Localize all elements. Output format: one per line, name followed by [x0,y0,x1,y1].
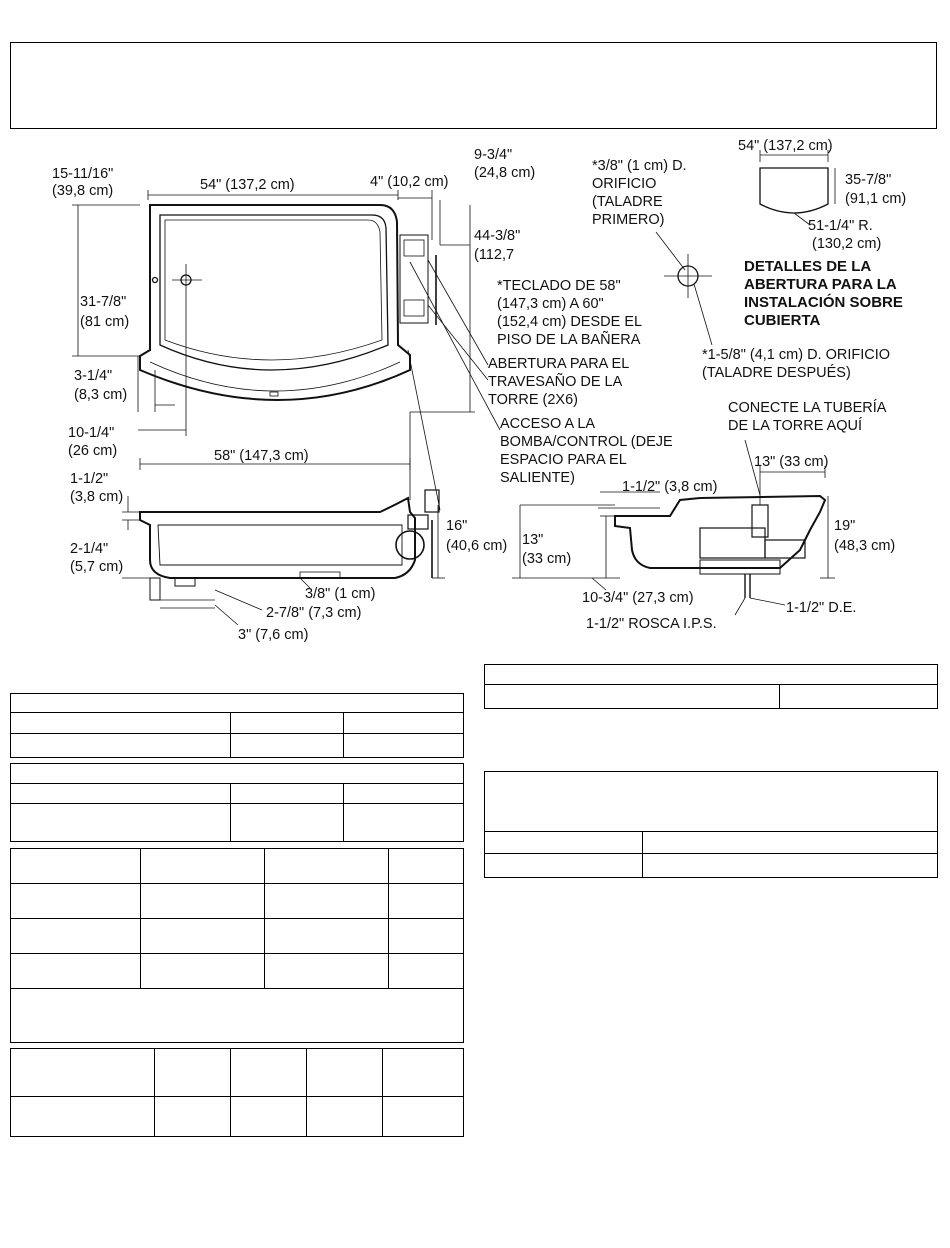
table-cell [265,954,389,989]
spec-table-1 [10,693,464,758]
depth-top-cm-label: (39,8 cm) [52,183,114,199]
table-cell [11,804,231,842]
side-height-right-cm-label: (48,3 cm) [834,538,896,554]
table-cell [389,884,464,919]
table-cell [11,954,141,989]
front-rim-cm-label: (3,8 cm) [70,489,124,505]
table-cell [485,772,938,832]
table-cell [643,854,938,878]
pump-height-label: 10-3/4" (27,3 cm) [582,590,694,606]
table-cell [11,784,231,804]
front-rim-label: 1-1/2" [70,471,109,487]
front-view-tub [140,490,439,600]
table-cell [155,1049,231,1097]
front-height-label: 16" [446,518,468,534]
spec-table-3 [10,848,464,1043]
thread-label: 1-1/2" ROSCA I.P.S. [586,616,717,632]
front-drain-y-label: 3" (7,6 cm) [238,627,309,643]
table-cell [485,685,780,709]
depth-top-label: 15-11/16" [52,166,114,182]
second-hole-line2: (TALADRE DESPUÉS) [702,365,851,381]
table-cell [141,884,265,919]
table-cell [231,1049,307,1097]
table-cell [141,919,265,954]
table-cell [265,884,389,919]
stringer-note-line3: TORRE (2X6) [488,392,578,408]
first-hole-line2: ORIFICIO [592,176,657,192]
side-view-tub [615,496,825,598]
inner-depth-cm-label: (81 cm) [80,314,130,330]
table-cell [389,849,464,884]
cutout-title-line3: INSTALACIÓN SOBRE [744,294,903,311]
table-cell [344,713,464,734]
tower-offset-label: 13" (33 cm) [754,454,829,470]
keypad-note-line4: PISO DE LA BAÑERA [497,332,641,348]
plan-view-tub [140,205,428,400]
od-label: 1-1/2" D.E. [786,600,857,616]
table-cell [344,784,464,804]
table-cell [485,854,643,878]
table-cell [344,734,464,758]
cutout-depth-cm-label: (91,1 cm) [845,191,907,207]
table-cell [11,1049,155,1097]
tower-width-label: 4" (10,2 cm) [370,174,449,190]
side-rim-label: 1-1/2" (3,8 cm) [622,479,718,495]
table-cell [265,849,389,884]
pump-note-line1: ACCESO A LA [500,416,596,432]
tower-depth-label: 9-3/4" [474,147,513,163]
cutout-radius-label: 51-1/4" R. [808,218,873,234]
hole-detail [656,232,712,345]
stringer-note-line2: TRAVESAÑO DE LA [488,374,623,390]
front-base-cm-label: (5,7 cm) [70,559,124,575]
pump-note-line2: BOMBA/CONTROL (DEJE [500,434,673,450]
table-cell [231,734,344,758]
side-height-left-label: 13" [522,532,544,548]
offset-label: 3-1/4" [74,368,113,384]
cutout-title-line1: DETALLES DE LA [744,258,872,275]
offset-cm-label: (8,3 cm) [74,387,128,403]
tower-depth-cm-label: (24,8 cm) [474,165,536,181]
front-drain-x-label: 2-7/8" (7,3 cm) [266,605,362,621]
table-cell [231,804,344,842]
table-cell [11,849,141,884]
table-cell [11,713,231,734]
table-cell [231,1097,307,1137]
side-height-left-cm-label: (33 cm) [522,551,572,567]
front-view-labels [70,448,507,643]
plan-leader-lines [408,260,500,510]
front-height-cm-label: (40,6 cm) [446,538,508,554]
table-cell [11,989,464,1043]
table-cell [383,1049,464,1097]
spec-table-6 [484,771,938,878]
cutout-width-label: 54" (137,2 cm) [738,138,833,154]
table-cell [11,694,464,713]
table-cell [383,1097,464,1137]
cutout-title-line2: ABERTURA PARA LA [744,276,897,293]
table-cell [141,849,265,884]
table-cell [389,919,464,954]
table-cell [307,1049,383,1097]
table-cell [389,954,464,989]
front-base-label: 2-1/4" [70,541,109,557]
table-cell [485,832,643,854]
drain-label: 10-1/4" [68,425,115,441]
spec-table-2 [10,763,464,842]
pump-note-line4: SALIENTE) [500,470,575,486]
front-foot-label: 3/8" (1 cm) [305,586,376,602]
plan-view-labels [52,147,673,486]
tower-note-line1: CONECTE LA TUBERÍA [728,400,887,416]
tower-note-line2: DE LA TORRE AQUÍ [728,418,863,434]
side-depth-cm-label: (112,7 [474,247,515,263]
spec-table-4 [10,1048,464,1137]
table-cell [11,919,141,954]
first-hole-line4: PRIMERO) [592,212,665,228]
cutout-title-line4: CUBIERTA [744,312,821,329]
table-cell [11,884,141,919]
second-hole-line1: *1-5/8" (4,1 cm) D. ORIFICIO [702,347,891,363]
inner-depth-label: 31-7/8" [80,294,127,310]
table-cell [780,685,938,709]
table-cell [141,954,265,989]
table-cell [155,1097,231,1137]
first-hole-line1: *3/8" (1 cm) D. [592,158,687,174]
keypad-note-line2: (147,3 cm) A 60" [497,296,604,312]
table-cell [344,804,464,842]
table-cell [485,665,938,685]
table-cell [11,734,231,758]
stringer-note-line1: ABERTURA PARA EL [488,356,630,372]
table-cell [231,713,344,734]
drain-cm-label: (26 cm) [68,443,118,459]
front-length-label: 58" (147,3 cm) [214,448,309,464]
first-hole-line3: (TALADRE [592,194,663,210]
table-cell [11,1097,155,1137]
keypad-note-line1: *TECLADO DE 58" [497,278,621,294]
table-cell [307,1097,383,1137]
cutout-detail [760,150,835,225]
cutout-radius-cm-label: (130,2 cm) [812,236,882,252]
table-cell [11,764,464,784]
spec-table-5 [484,664,938,709]
overall-width-label: 54" (137,2 cm) [200,177,295,193]
pump-note-line3: ESPACIO PARA EL [500,452,627,468]
front-dimension-lines [122,412,445,625]
table-cell [265,919,389,954]
side-depth-label: 44-3/8" [474,228,521,244]
cutout-depth-label: 35-7/8" [845,172,892,188]
side-height-right-label: 19" [834,518,856,534]
cutout-detail-labels [738,138,906,329]
table-cell [231,784,344,804]
keypad-note-line3: (152,4 cm) DESDE EL [497,314,643,330]
table-cell [643,832,938,854]
